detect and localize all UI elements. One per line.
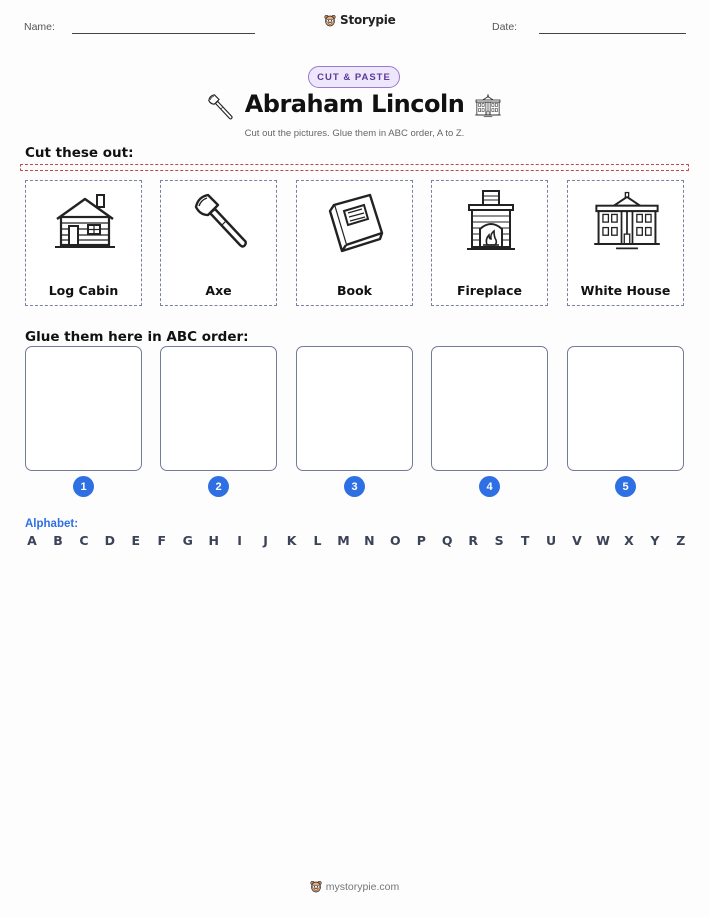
number-badge-3: 3 xyxy=(344,476,365,497)
alphabet-letter: J xyxy=(263,533,268,548)
footer-site[interactable]: mystorypie.com xyxy=(325,880,400,893)
cut-card-label: Fireplace xyxy=(456,283,523,298)
alphabet-letter: Q xyxy=(441,533,453,548)
alphabet-letter: W xyxy=(596,533,610,548)
white-house-icon xyxy=(592,189,662,253)
alphabet-letter: A xyxy=(27,533,37,548)
alphabet-letter: D xyxy=(104,533,116,548)
alphabet-letter: F xyxy=(157,533,167,548)
name-label: Name: xyxy=(24,21,55,33)
date-line[interactable] xyxy=(539,33,686,34)
instructions: Cut out the pictures. Glue them in ABC order, A to Z. xyxy=(244,128,465,139)
alphabet-letter: P xyxy=(416,533,426,548)
alphabet-row xyxy=(25,533,688,548)
alphabet-label: Alphabet: xyxy=(25,518,79,530)
date-label: Date: xyxy=(492,21,518,33)
alphabet-letter: G xyxy=(182,533,193,548)
alphabet-letter: H xyxy=(208,533,219,548)
cut-heading: Cut these out: xyxy=(25,145,134,161)
alphabet-letter: M xyxy=(337,533,350,548)
bear-mascot-icon xyxy=(324,14,336,27)
glue-heading: Glue them here in ABC order: xyxy=(25,329,249,345)
alphabet-letter: L xyxy=(313,533,322,548)
alphabet-letter: X xyxy=(624,533,634,548)
fireplace-icon xyxy=(456,189,526,253)
cut-card-log-cabin[interactable] xyxy=(25,180,142,306)
alphabet-letter: O xyxy=(390,533,401,548)
brand-logo xyxy=(324,13,396,27)
number-badge-5: 5 xyxy=(615,476,636,497)
alphabet-letter: R xyxy=(468,533,479,548)
book-icon xyxy=(321,189,391,253)
white-house-icon xyxy=(474,94,502,118)
glue-box-2[interactable] xyxy=(160,346,277,471)
alphabet-letter: C xyxy=(79,533,89,548)
alphabet-letter: T xyxy=(520,533,530,548)
glue-box-5[interactable] xyxy=(567,346,684,471)
cut-line xyxy=(20,164,689,171)
number-badge-1: 1 xyxy=(73,476,94,497)
cut-card-fireplace[interactable] xyxy=(431,180,548,306)
number-badge-2: 2 xyxy=(208,476,229,497)
alphabet-letter: Z xyxy=(676,533,686,548)
alphabet-letter: N xyxy=(364,533,375,548)
cut-card-book[interactable] xyxy=(296,180,413,306)
glue-box-3[interactable] xyxy=(296,346,413,471)
cut-card-axe[interactable] xyxy=(160,180,277,306)
cut-card-label: White House xyxy=(580,283,671,298)
bear-mascot-icon xyxy=(310,880,322,893)
alphabet-letter: K xyxy=(286,533,297,548)
cut-card-label: Book xyxy=(336,283,373,298)
alphabet-letter: Y xyxy=(650,533,660,548)
brand-name: Storypie xyxy=(340,13,396,27)
number-badge-4: 4 xyxy=(479,476,500,497)
alphabet-letter: B xyxy=(53,533,63,548)
log-cabin-icon xyxy=(50,189,120,253)
footer xyxy=(0,880,709,893)
cut-card-white-house[interactable] xyxy=(567,180,684,306)
page-title: Abraham Lincoln xyxy=(244,90,465,118)
alphabet-letter: V xyxy=(572,533,582,548)
alphabet-letter: S xyxy=(494,533,504,548)
alphabet-letter: U xyxy=(545,533,557,548)
name-line[interactable] xyxy=(72,33,255,34)
activity-badge: CUT & PASTE xyxy=(308,66,400,88)
cut-card-label: Axe xyxy=(205,283,232,298)
glue-box-4[interactable] xyxy=(431,346,548,471)
glue-box-1[interactable] xyxy=(25,346,142,471)
axe-icon xyxy=(185,189,255,253)
cut-card-label: Log Cabin xyxy=(48,283,119,298)
alphabet-letter: E xyxy=(131,533,141,548)
alphabet-letter: I xyxy=(237,533,242,548)
